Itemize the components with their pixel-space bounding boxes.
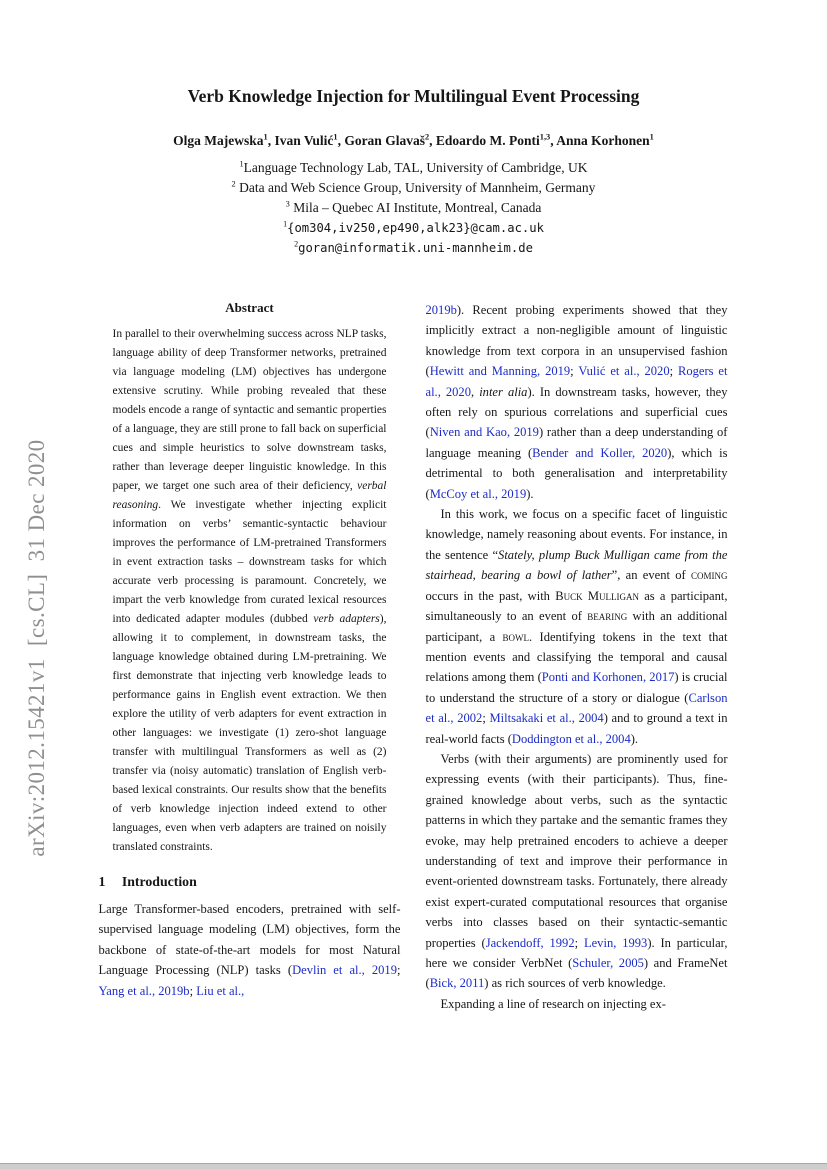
email-address: goran@informatik.uni-mannheim.de [298, 241, 533, 255]
text-segment: Language Technology Lab, TAL, University of Cambridge, UK [243, 160, 588, 175]
citation-link[interactable]: Doddington et al., 2004 [511, 731, 631, 746]
text-segment: ; [189, 983, 197, 998]
superscript-marker: 1 [649, 132, 654, 142]
abstract-text [113, 325, 387, 857]
text-segment: with an additional participant, a [425, 609, 728, 644]
citation-link[interactable]: Rogers et al., 2020 [425, 364, 728, 399]
text-segment: occurs in the past, with [425, 588, 556, 603]
citation-link[interactable]: Vulić et al., 2020 [578, 364, 670, 379]
text-segment: ; [570, 364, 579, 379]
text-segment: ) rather than a deep understanding of language meaning ( [425, 425, 728, 460]
text-segment: ) is crucial to understand the structure of a story or dialogue ( [425, 670, 728, 705]
affiliation-line-2 [90, 178, 738, 198]
text-segment: , Anna Korhonen [550, 133, 650, 148]
citation-link[interactable]: Liu et al., [196, 983, 245, 998]
italic-text: inter alia [479, 384, 528, 399]
author-line [90, 133, 738, 149]
citation-link[interactable]: Yang et al., 2019b [98, 983, 190, 998]
text-segment: ; [482, 711, 490, 726]
superscript-marker: 1 [239, 159, 244, 169]
text-segment: Large Transformer-based encoders, pretrained with self-supervised language modeling (LM) objectives, form the backbone of state-of-the-art models for most Natural Language Processing (NLP) tasks ( [98, 902, 401, 978]
citation-link[interactable]: Ponti and Korhonen, 2017 [541, 670, 675, 685]
text-segment: Mila – Quebec AI Institute, Montreal, Canada [289, 200, 542, 215]
section-title: Introduction [121, 874, 197, 889]
italic-text: verb adapters [313, 613, 380, 625]
page-edge [0, 1163, 827, 1169]
citation-link[interactable]: Levin, 1993 [583, 935, 648, 950]
text-segment: , Ivan Vulić [267, 133, 334, 148]
text-segment: ), which is detrimental to both generalisation and interpretability ( [425, 445, 728, 501]
text-segment: , Edoardo M. Ponti [429, 133, 540, 148]
paper-header [90, 0, 738, 258]
citation-link[interactable]: Bick, 2011 [429, 976, 485, 991]
text-segment: Expanding a line of research on injecting ex- [440, 996, 666, 1011]
arxiv-watermark: arXiv:2012.15421v1 [cs.CL] 31 Dec 2020 [24, 439, 49, 857]
italic-text: verbal reasoning [112, 480, 387, 511]
text-segment: ) as rich sources of verb knowledge. [484, 976, 666, 991]
smallcaps-term: Buck Mulligan [555, 588, 639, 603]
superscript-marker: 1 [263, 132, 268, 142]
text-segment: ), allowing it to complement, in downstream tasks, the language knowledge obtained during LM-pretraining. We first demonstrate that injecting verb knowledge leads to performance gains in English event extraction. We then explore the utility of verb adapters for event extraction in other languages: we investigate (1) zero-shot language transfer with multilingual Transformers as well as (2) transfer via (noisy automatic) translation of English verb-based lexical constraints. Our results show that the benefits of verb knowledge injection indeed extend to other languages, even when verb adapters are trained on noisily translated constraints. [112, 613, 387, 853]
text-segment: ) and FrameNet ( [425, 956, 728, 991]
text-segment: ; [669, 364, 678, 379]
paragraph [426, 749, 728, 994]
paragraph [426, 994, 728, 1014]
text-segment: ”, an event of [611, 568, 691, 583]
citation-link[interactable]: Devlin et al., 2019 [292, 963, 397, 978]
text-segment: ). Recent probing experiments showed that they implicitly extract a non-negligible amount of linguistic knowledge from text corpora in an unsupervised fashion ( [425, 303, 728, 379]
citation-link[interactable]: Carlson et al., 2002 [425, 690, 728, 726]
citation-link[interactable]: Bender and Koller, 2020 [532, 445, 668, 460]
text-segment: ). In downstream tasks, however, they often rely on spurious correlations and superficial cues ( [425, 384, 728, 440]
smallcaps-term: bearing [587, 609, 628, 624]
email-line-2 [90, 238, 738, 258]
text-segment: Data and Web Science Group, University of Mannheim, Germany [235, 180, 596, 195]
right-column [426, 300, 728, 1014]
text-segment: In parallel to their overwhelming success across NLP tasks, language ability of deep Transformer networks, pretrained via language modeling (LM) objectives has undergone extensive scrutiny. While probing revealed that these models encode a range of syntactic and semantic properties of a language, they are still prone to fall back on superficial cues and simple heuristics to solve downstream tasks, rather than leverage deeper linguistic knowledge. In this paper, we target one such area of their deficiency, [112, 328, 387, 492]
section-heading-introduction [99, 874, 401, 890]
citation-link[interactable]: Miltsakaki et al., 2004 [489, 711, 604, 726]
text-segment: ) and to ground a text in real-world facts ( [425, 711, 728, 746]
text-segment: as a participant, simultaneously to an event of [425, 588, 728, 624]
smallcaps-term: coming [690, 568, 728, 583]
paragraph [426, 300, 728, 504]
affiliation-line-1 [90, 158, 738, 178]
abstract-heading: Abstract [225, 300, 274, 315]
left-column [99, 300, 401, 1014]
superscript-marker: 3 [285, 199, 290, 209]
section-number: 1 [98, 874, 106, 889]
text-segment: ; [396, 963, 401, 978]
citation-link[interactable]: Hewitt and Manning, 2019 [429, 364, 571, 379]
text-segment: In this work, we focus on a specific facet of linguistic knowledge, namely reasoning about events. For instance, in the sentence “ [425, 507, 728, 562]
smallcaps-term: bowl [502, 629, 530, 644]
superscript-marker: 1 [283, 219, 288, 229]
intro-paragraph [99, 899, 401, 1001]
citation-link[interactable]: Jackendoff, 1992 [485, 935, 575, 950]
text-segment: Olga Majewska [173, 133, 264, 148]
text-segment: Verbs (with their arguments) are prominently used for expressing events (with their participants). Thus, fine-grained knowledge about verbs, such as the syntactic patterns in which they partake and the semantic frames they evoke, may help pretrained encoders to achieve a deeper understanding of text and improve their performance in event-oriented downstream tasks. Fortunately, there already exist expert-curated computational resources that organise verbs into classes based on their syntactic-semantic properties ( [425, 751, 728, 950]
email-line-1 [90, 218, 738, 238]
email-address: {om304,iv250,ep490,alk23}@cam.ac.uk [287, 221, 544, 235]
abstract-section [99, 300, 401, 857]
superscript-marker: 2 [231, 179, 236, 189]
paragraph [426, 504, 728, 749]
text-segment: , [470, 384, 480, 399]
two-column-body [99, 300, 729, 1014]
citation-link[interactable]: 2019b [425, 303, 457, 317]
citation-link[interactable]: Niven and Kao, 2019 [429, 425, 539, 440]
italic-text: Stately, plump Buck Mulligan came from the stairhead, bearing a bowl of lather [425, 547, 728, 583]
text-segment: ; [574, 935, 584, 950]
superscript-marker: 1 [333, 132, 338, 142]
text-segment: ). [630, 731, 639, 746]
text-segment: , Goran Glavaš [337, 133, 425, 148]
citation-link[interactable]: McCoy et al., 2019 [429, 486, 527, 501]
superscript-marker: 2 [424, 132, 430, 142]
paper-title: Verb Knowledge Injection for Multilingual Event Processing [187, 86, 640, 106]
text-segment: ). [526, 486, 534, 501]
superscript-marker: 1,3 [539, 132, 551, 142]
text-segment: ). In particular, here we consider VerbNet ( [425, 935, 728, 970]
superscript-marker: 2 [294, 239, 299, 249]
affiliation-line-3 [90, 198, 738, 218]
text-segment: . We investigate whether injecting explicit information on verbs’ semantic-syntactic behaviour improves the performance of LM-pretrained Transformers in event extraction tasks – downstream tasks for which accurate verb processing is paramount. Concretely, we impart the verb knowledge from curated lexical resources into dedicated adapter modules (dubbed [112, 499, 387, 625]
citation-link[interactable]: Schuler, 2005 [572, 956, 644, 970]
text-segment: . Identifying tokens in the text that mention events and classifying the temporal and causal relations among them ( [425, 629, 728, 685]
